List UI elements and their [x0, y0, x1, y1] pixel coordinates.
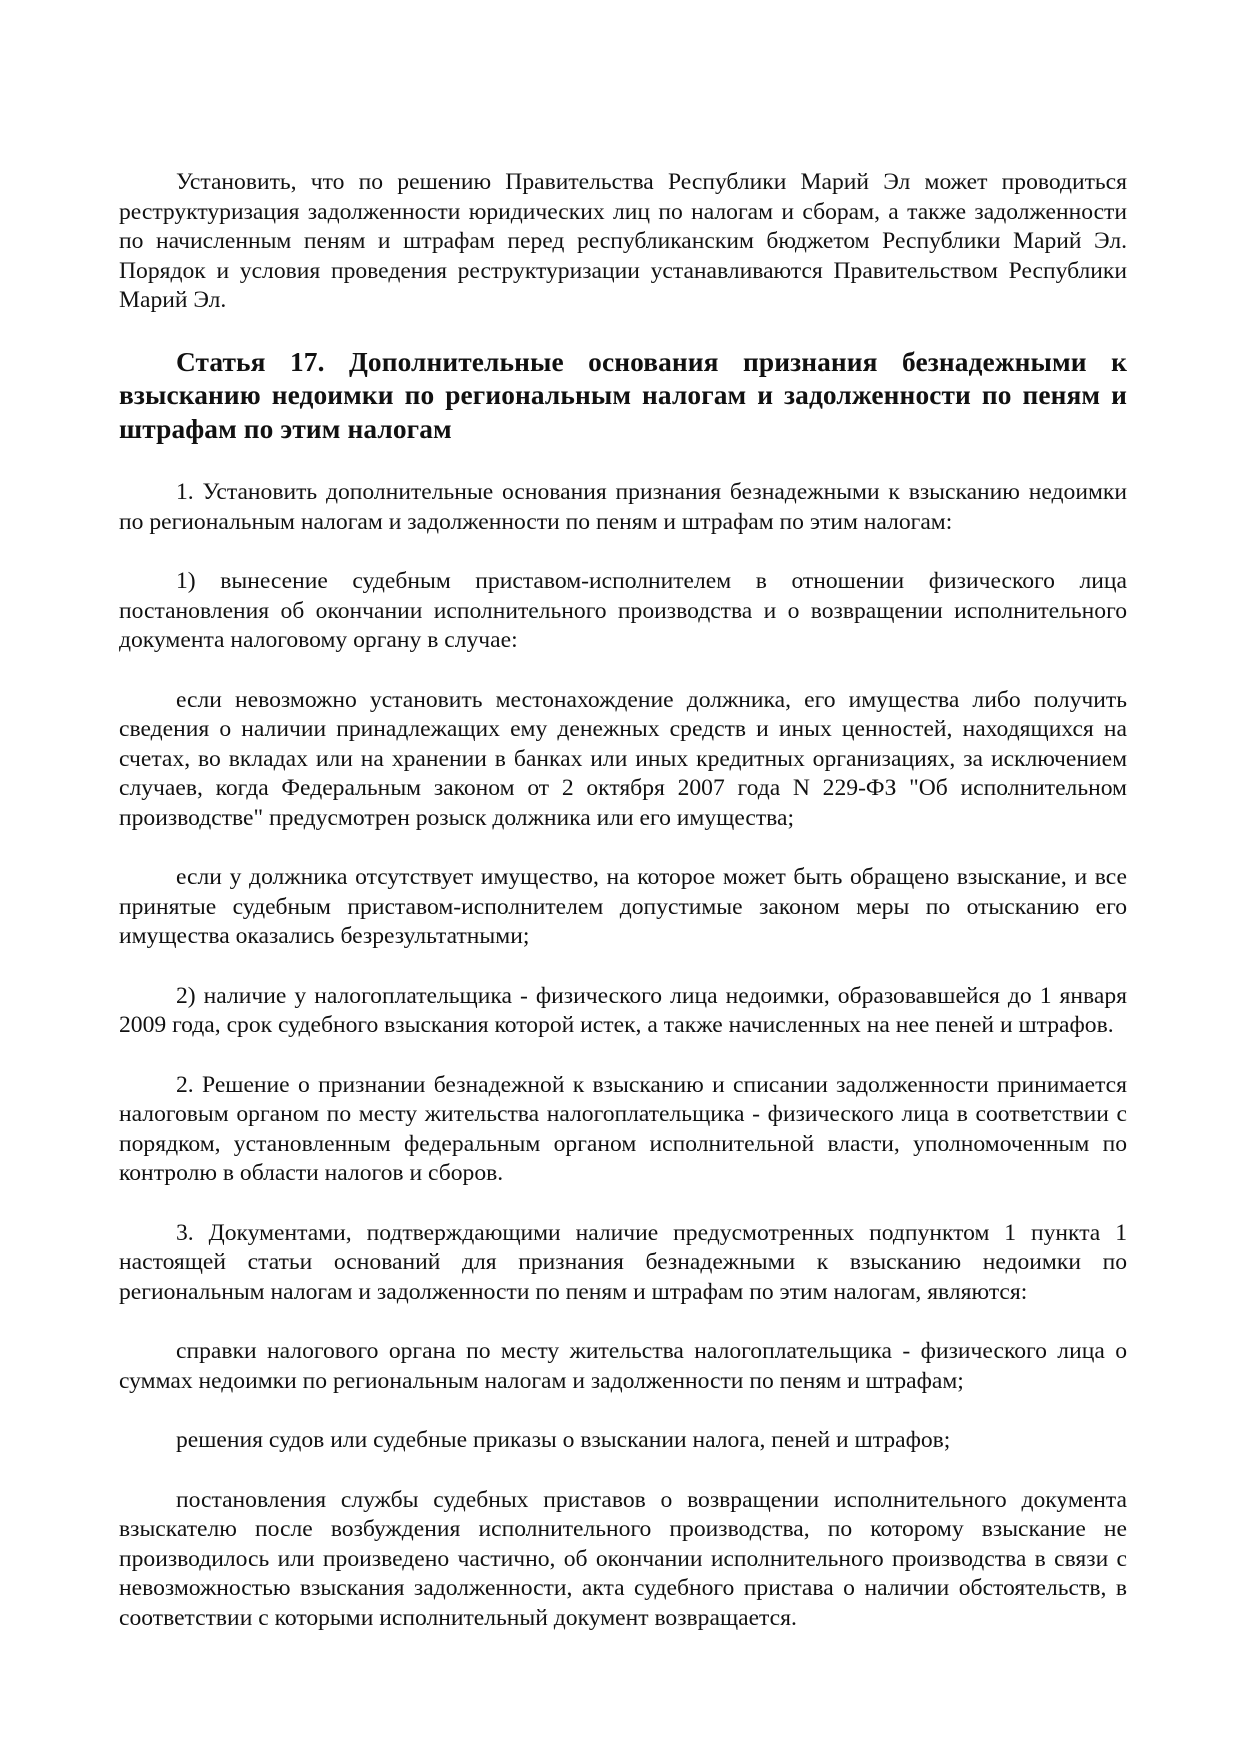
- article-title: Статья 17. Дополнительные основания признания безнадежными к взысканию недоимки по региональным налогам и задолженности по пеням и штрафам по этим налогам: [119, 346, 1127, 444]
- paragraph-location-unknown: если невозможно установить местонахождение должника, его имущества либо получить сведения о наличии принадлежащих ему денежных средств и иных ценностей, находящихся на счетах, во вкладах или на хранении в банках или иных кредитных организациях, за исключением случаев, когда Федеральным законом от 2 октября 2007 года N 229-ФЗ "Об исполнительном производстве" предусмотрен розыск должника или его имущества;: [119, 686, 1127, 831]
- intro-paragraph: Установить, что по решению Правительства Республики Марий Эл может проводиться реструктуризация задолженности юридических лиц по налогам и сборам, а также задолженности по начисленным пеням и штрафам перед республиканским бюджетом Республики Марий Эл. Порядок и условия проведения реструктуризации устанавливаются Правительством Республики Марий Эл.: [119, 169, 1127, 313]
- paragraph-court-decisions: решения судов или судебные приказы о взыскании налога, пеней и штрафов;: [176, 1427, 951, 1453]
- paragraph-subclause-1: 1) вынесение судебным приставом-исполнителем в отношении физического лица постановления об окончании исполнительного производства и о возвращении исполнительного документа налоговому органу в случае:: [119, 568, 1127, 653]
- paragraph-clause-1: 1. Установить дополнительные основания признания безнадежными к взысканию недоимки по региональным налогам и задолженности по пеням и штрафам по этим налогам:: [119, 479, 1127, 535]
- paragraph-no-property: если у должника отсутствует имущество, на которое может быть обращено взыскание, и все принятые судебным приставом-исполнителем допустимые законом меры по отысканию его имущества оказались безрезультатными;: [119, 864, 1127, 949]
- paragraph-clause-2: 2. Решение о признании безнадежной к взысканию и списании задолженности принимается налоговым органом по месту жительства налогоплательщика - физического лица в соответствии с порядком, установленным федеральным органом исполнительной власти, уполномоченным по контролю в области налогов и сборов.: [119, 1071, 1127, 1186]
- paragraph-bailiff-resolutions: постановления службы судебных приставов о возвращении исполнительного документа взыскателю после возбуждения исполнительного производства, по которому взыскание не производилось или произведено частично, об окончании исполнительного производства в связи с невозможностью взыскания задолженности, акта судебного пристава о наличии обстоятельств, в соответствии с которыми исполнительный документ возвращается.: [119, 1486, 1127, 1631]
- paragraph-subclause-2: 2) наличие у налогоплательщика - физического лица недоимки, образовавшейся до 1 января 2009 года, срок судебного взыскания которой истек, а также начисленных на нее пеней и штрафов.: [119, 982, 1127, 1038]
- document-page: [119, 168, 1127, 1633]
- paragraph-clause-3: 3. Документами, подтверждающими наличие предусмотренных подпунктом 1 пункта 1 настоящей статьи оснований для признания безнадежными к взысканию недоимки по региональным налогам и задолженности по пеням и штрафам по этим налогам, являются:: [119, 1219, 1127, 1305]
- paragraph-tax-certificates: справки налогового органа по месту жительства налогоплательщика - физического лица о суммах недоимки по региональным налогам и задолженности по пеням и штрафам;: [119, 1338, 1127, 1394]
